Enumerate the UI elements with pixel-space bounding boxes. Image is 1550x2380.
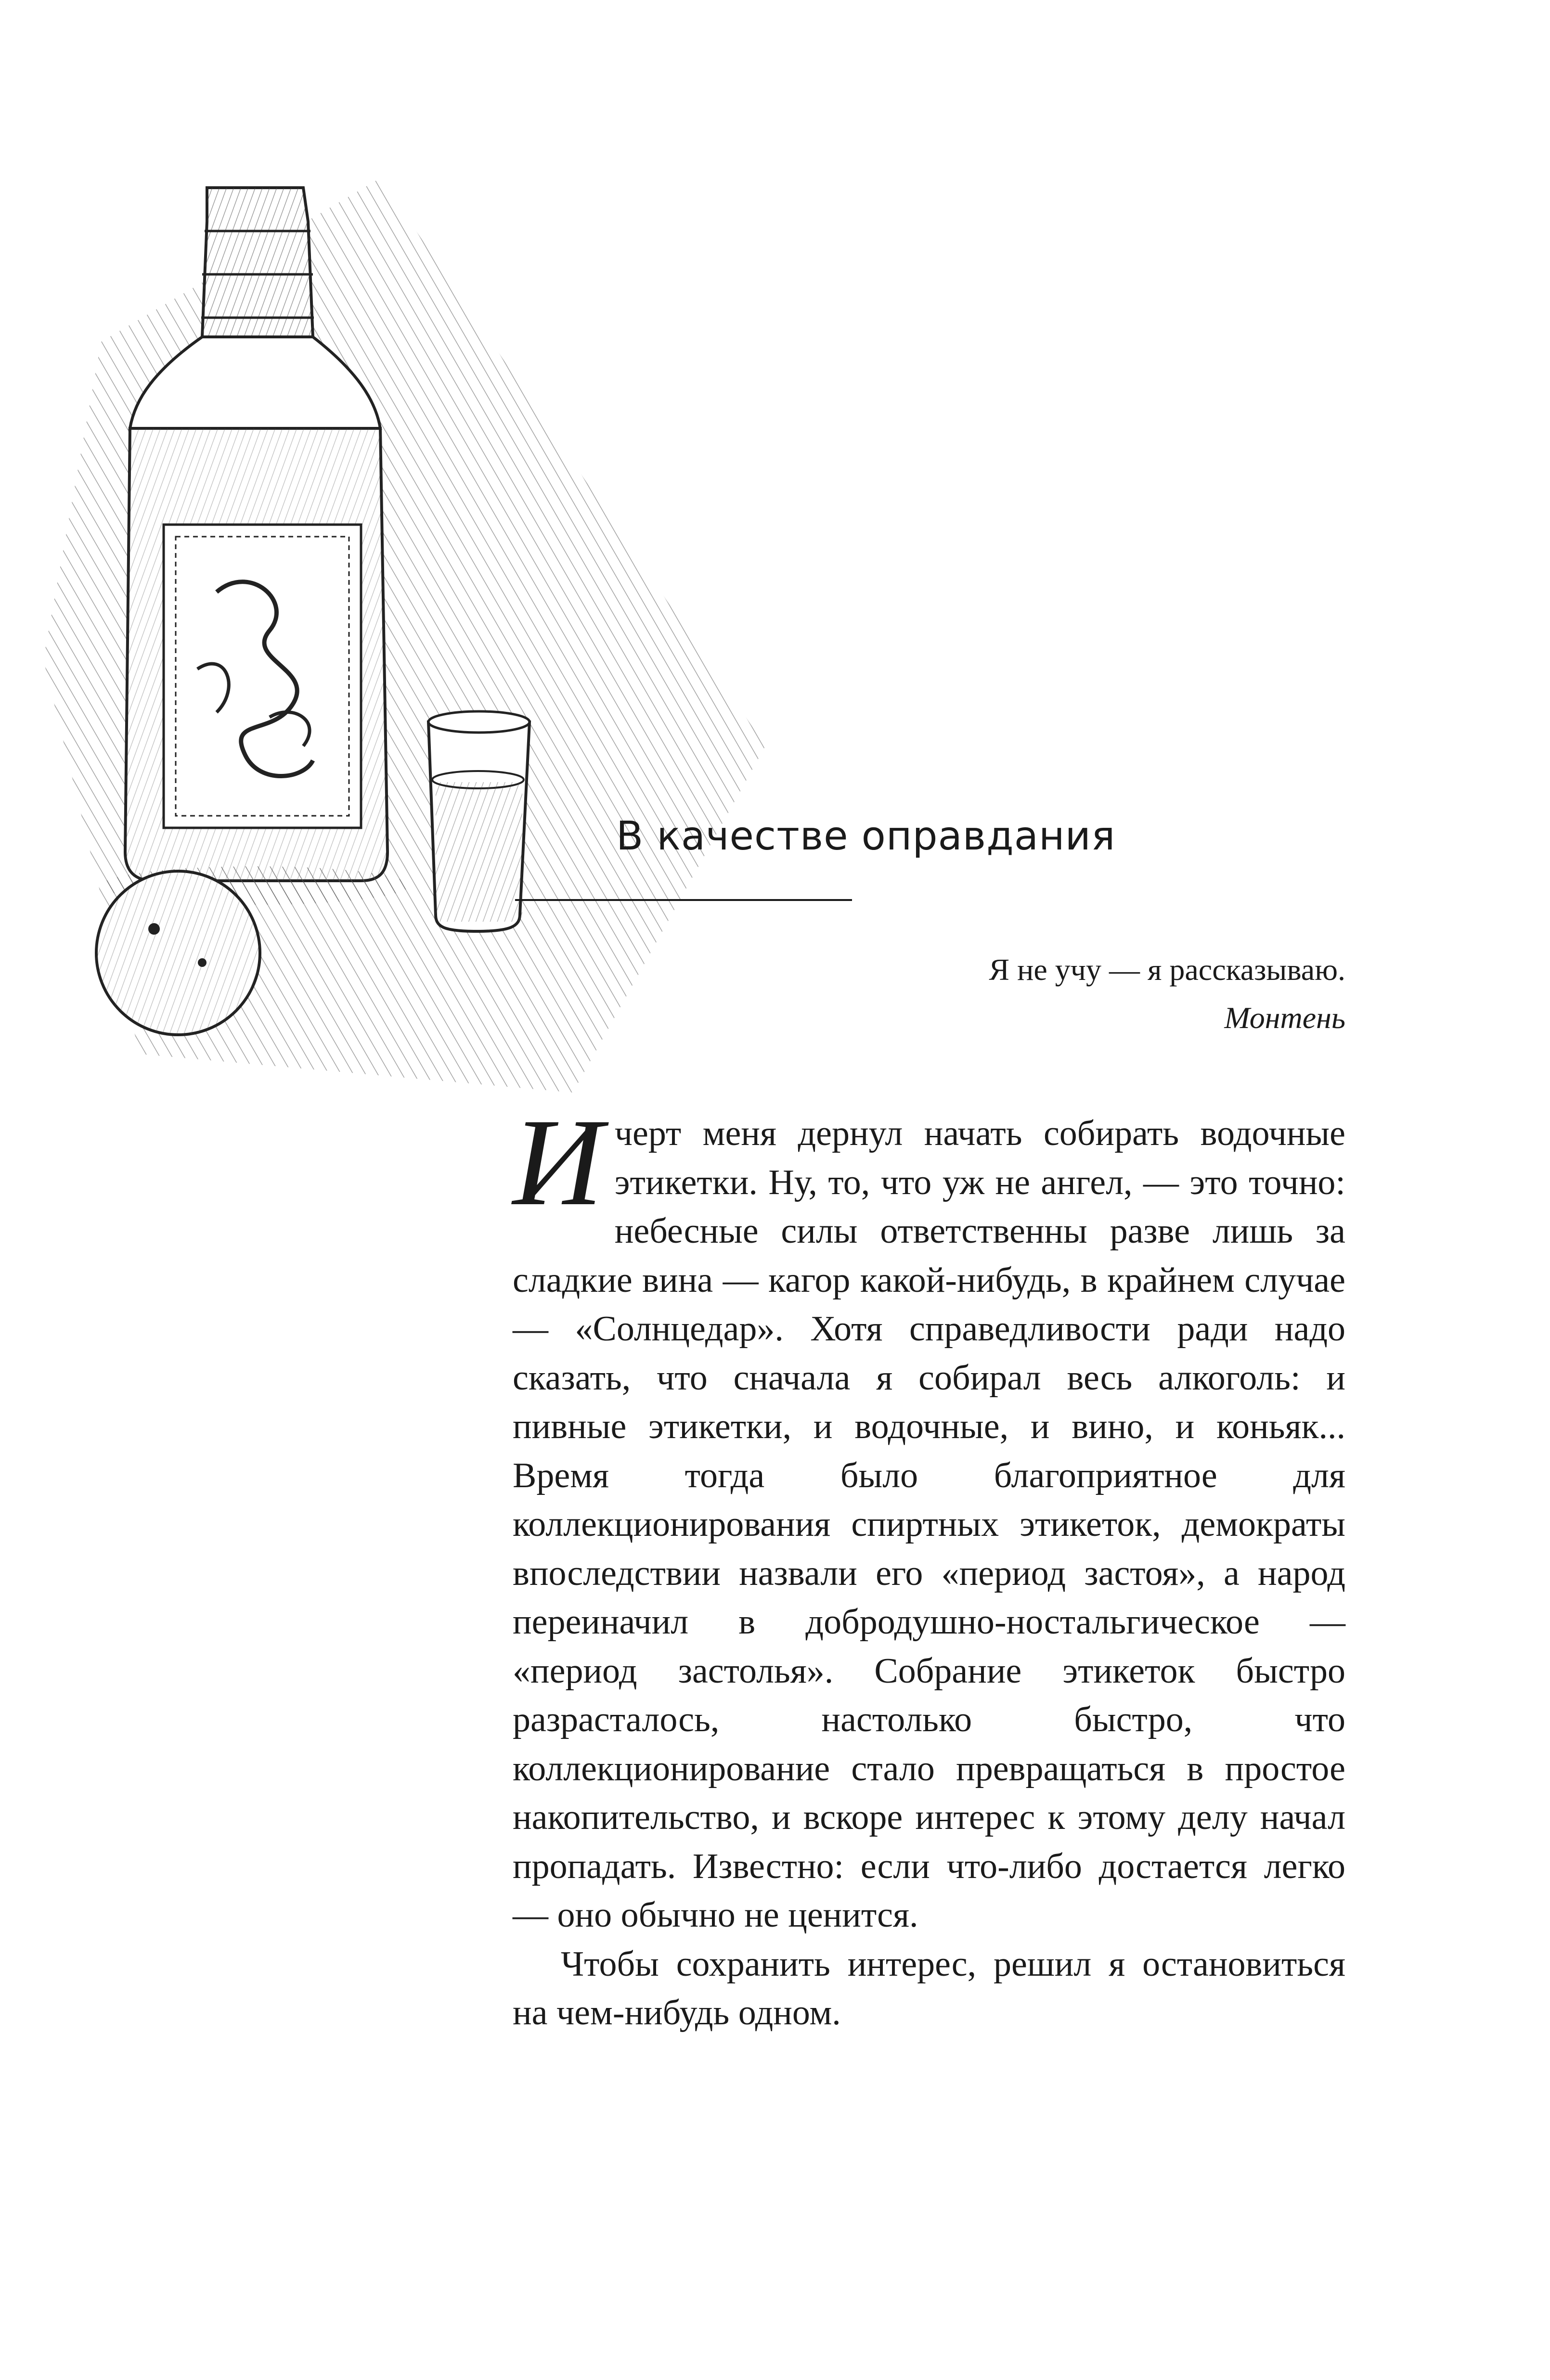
title-divider — [515, 899, 852, 901]
epigraph-author: Монтень — [1224, 1001, 1345, 1035]
drop-cap: И — [513, 1093, 603, 1232]
chapter-body — [513, 1093, 1345, 2038]
paragraph-text: черт меня дернул начать собирать водочные этикетки. Ну, то, что уж не ангел, — это точно: небесные силы ответственны разве лишь за сладкие вина — кагор какой-нибудь, в крайнем случае — «Солнцедар». Хотя справедливости ради надо сказать, что сначала я собирал весь алкоголь: и пивные этикетки, и водочные, и вино, и коньяк... Время тогда было благоприятное для коллекционирования спиртных этикеток, демократы впоследствии назвали его «период застоя», а народ переиначил в добродушно-ностальгическое — «период застолья». Собрание этикеток быстро разрасталось, настолько быстро, что коллекционирование стало превращаться в простое накопительство, и вскоре интерес к этому делу начал пропадать. Известно: если что-либо достается легко — оно обычно не ценится. — [513, 1114, 1345, 1935]
epigraph-quote: Я не учу — я рассказываю. — [989, 952, 1345, 987]
epigraph — [989, 946, 1345, 1042]
body-paragraph: Чтобы сохранить интерес, решил я остановиться на чем-нибудь одном. — [513, 1944, 1345, 2033]
body-paragraph — [513, 1093, 1345, 1940]
chapter-title: В качестве оправдания — [616, 813, 1116, 859]
bottle-sketch-illustration — [43, 178, 794, 1112]
